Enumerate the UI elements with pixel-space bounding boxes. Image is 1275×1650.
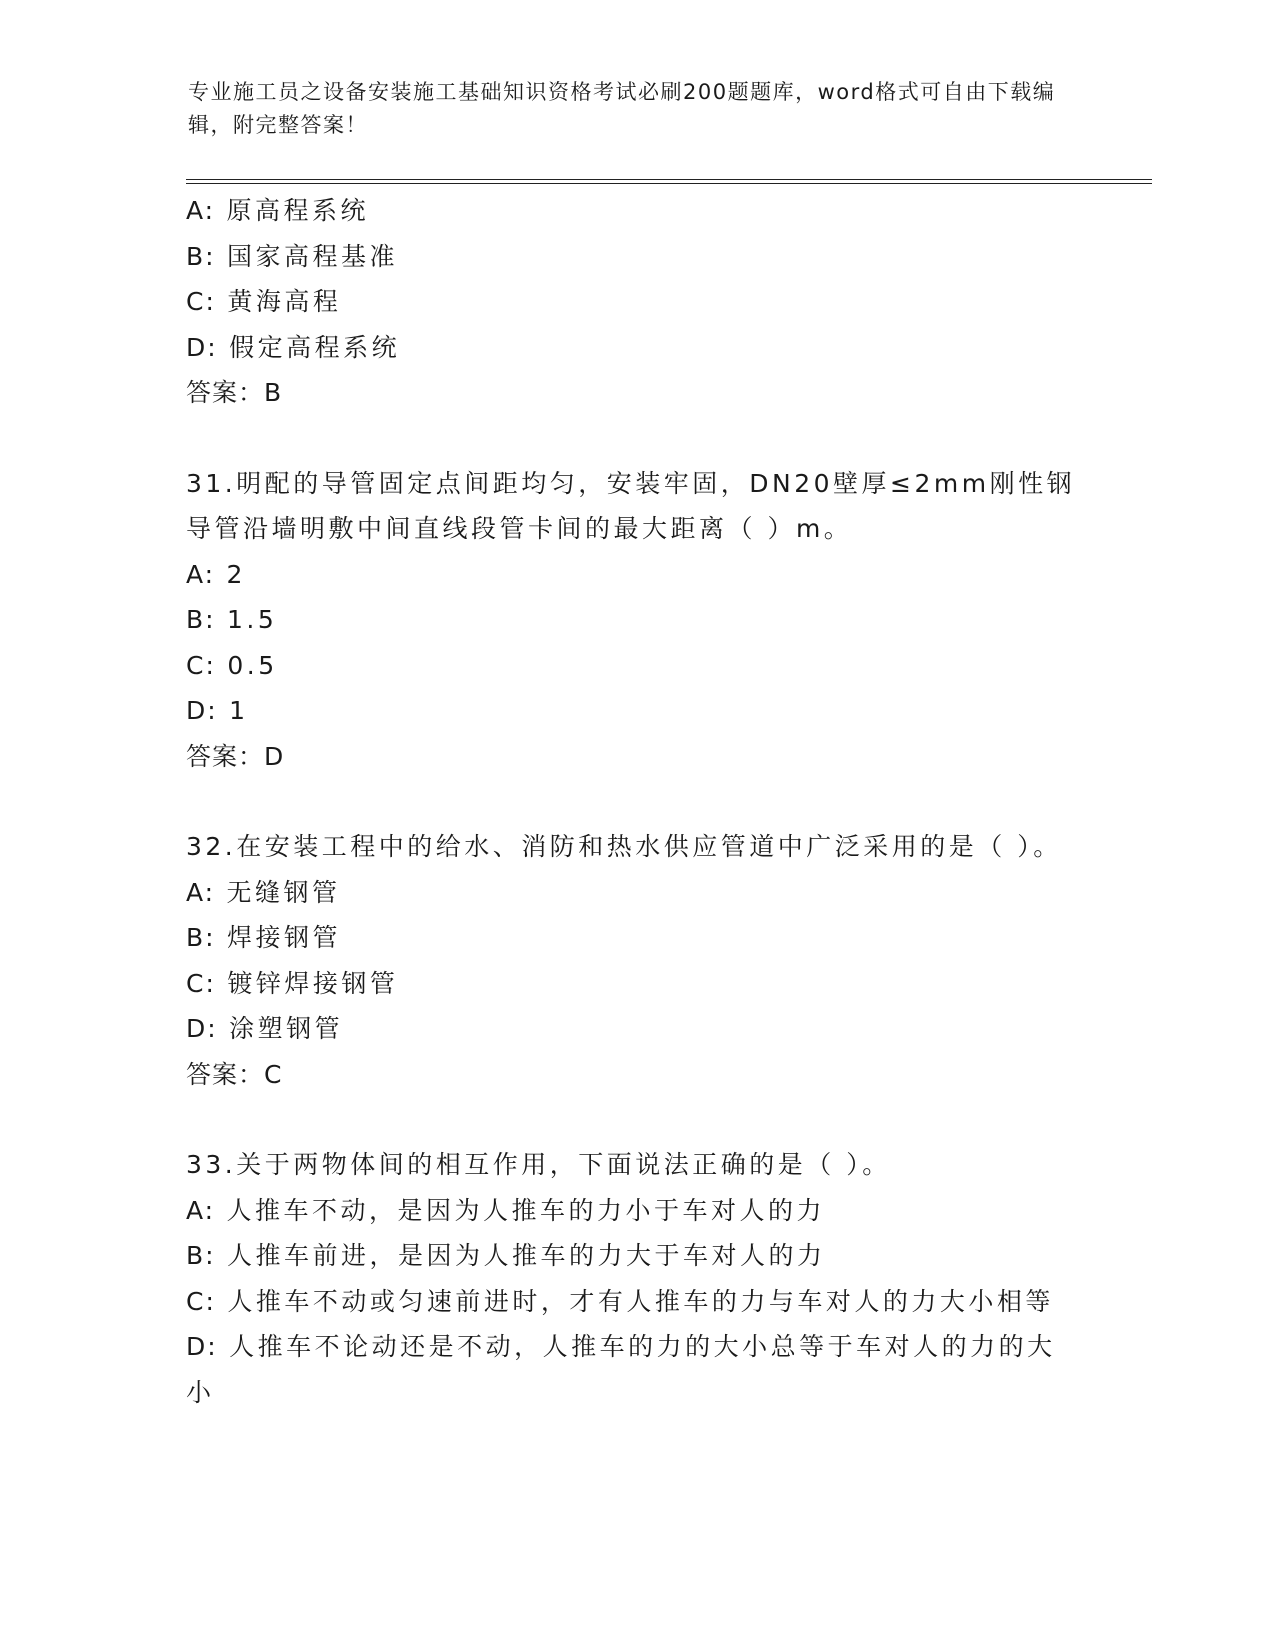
question-stem: 32.在安装工程中的给水、消防和热水供应管道中广泛采用的是（ ）。 [186,832,1062,861]
spacer [186,1097,1086,1142]
option-c: C: 黄海高程 [186,287,342,316]
option-b: B: 国家高程基准 [186,241,399,271]
option-d: D: 涂塑钢管 [186,1014,344,1043]
option-b: B: 焊接钢管 [186,923,342,952]
question-stem: 31.明配的导管固定点间距均匀，安装牢固，DN20壁厚≤2mm刚性钢导管沿墙明敷中间直线段管卡间的最大距离（ ）m。 [186,468,1076,543]
question-stem: 33.关于两物体间的相互作用，下面说法正确的是（ ）。 [186,1150,891,1179]
question-block [186,1142,1086,1415]
option-d: D: 1 [186,696,249,725]
spacer [186,416,1086,461]
option-a: A: 人推车不动，是因为人推车的力小于车对人的力 [186,1195,826,1225]
answer-label: 答案：C [186,1059,283,1089]
option-c: C: 人推车不动或匀速前进时，才有人推车的力与车对人的力大小相等 [186,1286,1054,1316]
question-block [186,824,1086,1097]
question-block [186,461,1086,780]
header-divider-bottom [186,183,1152,184]
question-list [186,188,1086,1415]
option-c: C: 镀锌焊接钢管 [186,968,399,998]
option-c: C: 0.5 [186,650,278,680]
question-block [186,188,1086,416]
option-a: A: 2 [186,559,246,589]
option-a: A: 原高程系统 [186,196,370,225]
option-d: D: 假定高程系统 [186,332,401,362]
option-b: B: 人推车前进，是因为人推车的力大于车对人的力 [186,1241,826,1270]
answer-label: 答案：D [186,741,285,771]
option-a: A: 无缝钢管 [186,877,341,907]
answer-label: 答案：B [186,378,283,407]
header-divider-top [186,179,1152,180]
document-header: 专业施工员之设备安装施工基础知识资格考试必刷200题题库，word格式可自由下载编辑，附完整答案！ [188,80,1056,137]
option-b: B: 1.5 [186,605,278,634]
spacer [186,779,1086,824]
option-d: D: 人推车不论动还是不动，人推车的力的大小总等于车对人的力的大小 [186,1332,1056,1407]
